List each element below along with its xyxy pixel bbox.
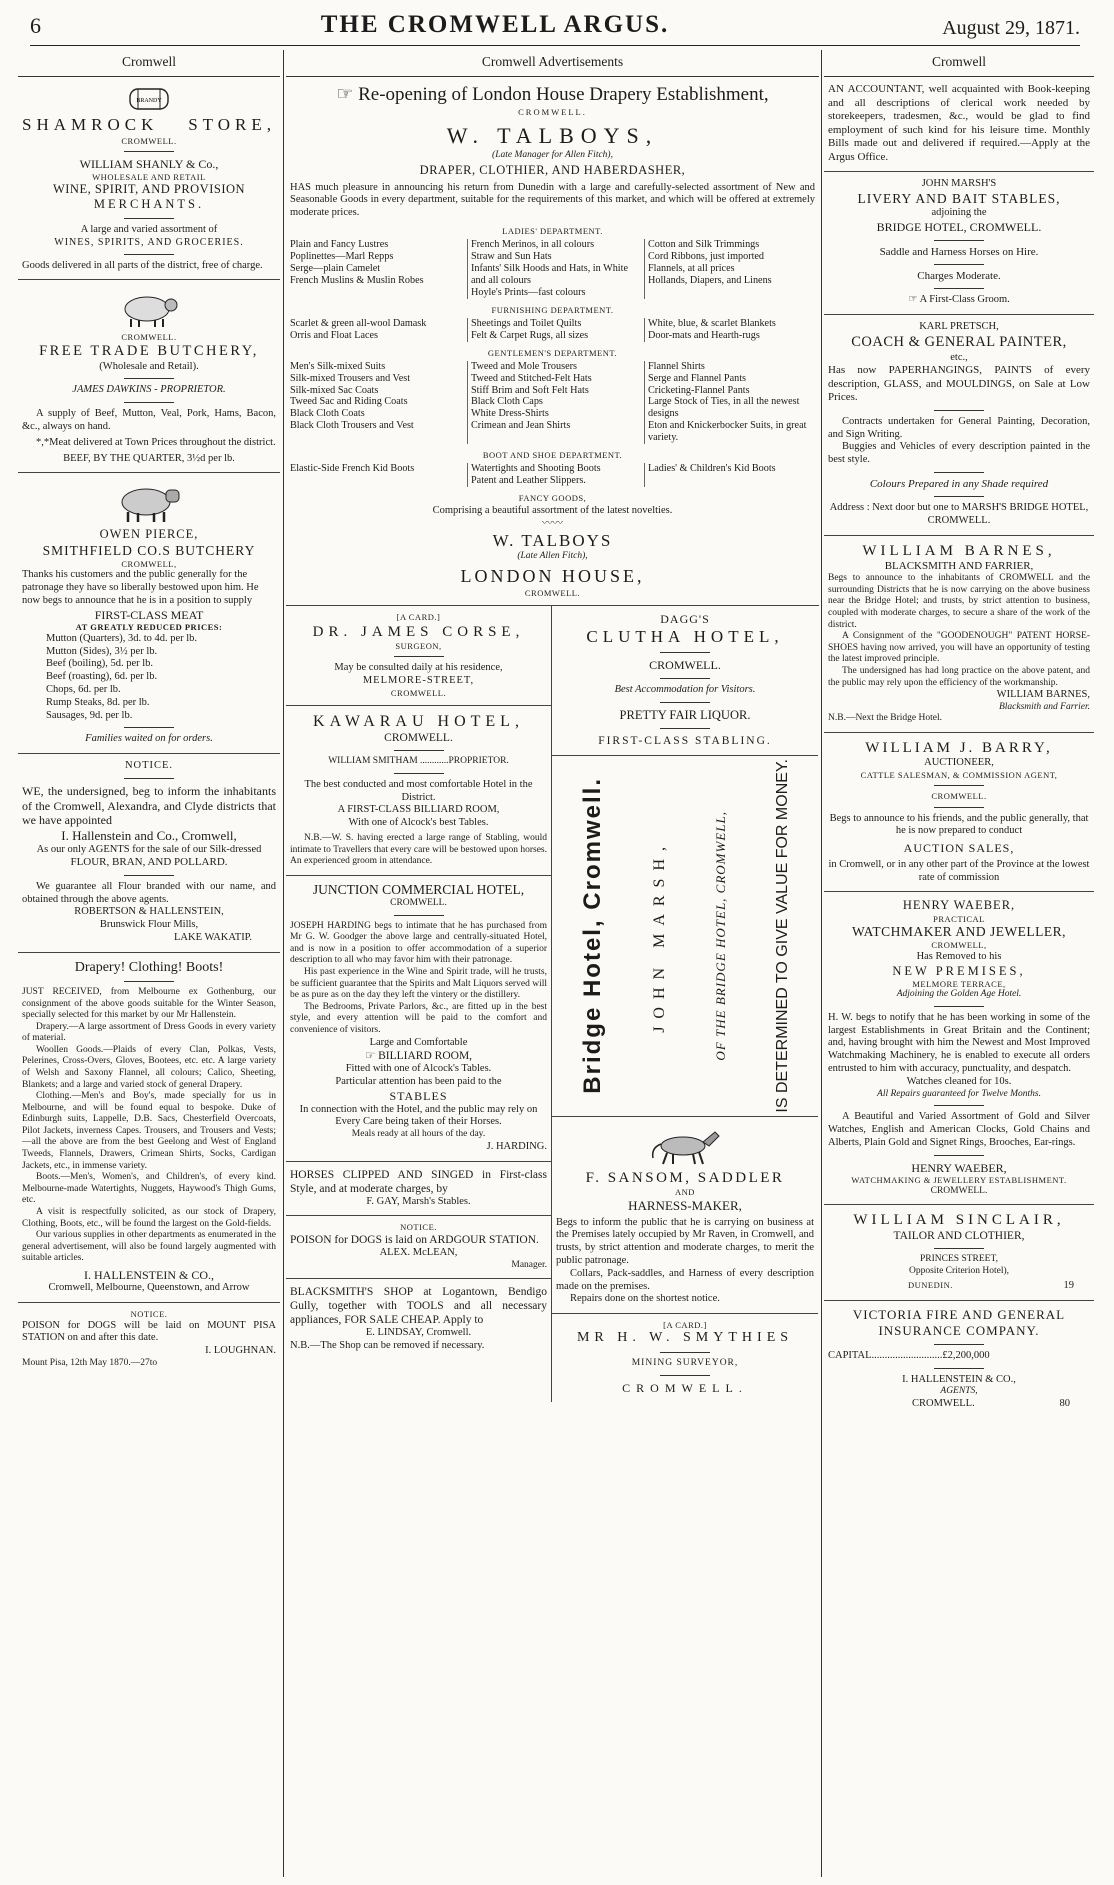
ad-text: HORSES CLIPPED AND SINGED in First-class Style, and at moderate charges, by: [290, 1168, 547, 1195]
sub-column-left: [286, 606, 552, 1402]
ad-text: Begs to announce to his friends, and the public generally, that he is now prepared to conduct: [829, 812, 1089, 837]
ad-name: KARL PRETSCH,: [919, 321, 999, 333]
ad-subtitle: (Wholesale and Retail).: [99, 360, 199, 372]
ad-trade: TAILOR AND CLOTHIER,: [893, 1230, 1025, 1243]
ad-title: WILLIAM BARNES,: [862, 542, 1056, 559]
pointing-hand-icon: ☞: [364, 1050, 379, 1063]
ad-title: MR H. W. SMYTHIES: [576, 1330, 794, 1346]
bull-icon: [114, 482, 184, 524]
ad-dr-corse: [286, 606, 551, 706]
ornament-divider: 〰〰: [542, 517, 563, 529]
goods-list: Watertights and Shooting Boots Patent and Leather Slippers.: [467, 463, 638, 487]
ad-subtitle: MINING SURVEYOR,: [631, 1358, 739, 1369]
ad-sinclair-tailor: [824, 1205, 1094, 1301]
vertical-name: JOHN MARSH,: [651, 838, 669, 1033]
ad-shamrock-store: [18, 77, 280, 280]
ad-text: BRIDGE HOTEL, CROMWELL.: [876, 219, 1042, 234]
ad-title: WATCHMAKER AND JEWELLER,: [851, 923, 1067, 939]
ad-text: A Beautiful and Varied Assortment of Gold and Silver Watches, English and American Clocks, Gold Chains and Alberts, Plain Gold and Signet Rings, Brooches, Ear-rings.: [828, 1111, 1090, 1148]
ad-signature: I. HALLENSTEIN & CO.,: [902, 1373, 1016, 1385]
ad-text: etc.,: [950, 351, 968, 363]
ad-text: N.B.—Next the Bridge Hotel.: [828, 713, 942, 724]
ad-text: With one of Alcock's best Tables.: [348, 817, 489, 829]
ad-signature: CROMWELL.: [930, 1185, 988, 1196]
ad-text: AUCTION SALES,: [903, 841, 1015, 856]
ad-free-trade-butchery: [18, 280, 280, 473]
ad-place: CROMWELL.: [622, 1380, 748, 1395]
boot-goods: [290, 463, 815, 487]
page-number: 6: [30, 13, 41, 39]
ad-text: In connection with the Hotel, and the public may rely on: [299, 1103, 538, 1115]
ad-text: MELMORE TERRACE,: [912, 978, 1006, 989]
ad-date: Mount Pisa, 12th May 1870.—27to: [22, 1357, 158, 1368]
issue-date: August 29, 1871.: [942, 16, 1080, 39]
price-item: Chops, 6d. per lb.: [46, 683, 121, 695]
ad-text: FIRST-CLASS STABLING.: [598, 735, 772, 747]
ad-text: A FIRST-CLASS BILLIARD ROOM,: [337, 804, 500, 816]
ad-text: MELMORE-STREET,: [362, 674, 475, 686]
ad-text: *,*Meat delivered at Town Prices throughout the district.: [36, 436, 276, 448]
ad-text: Boots.—Men's, Women's, and Children's, of every kind. Melbourne-made Watertights, Nuggets, Haywood's Thigh Gums, etc.: [22, 1172, 276, 1206]
ad-text: PRINCES STREET,: [920, 1254, 998, 1265]
ad-signature: ALEX. McLEAN,: [379, 1246, 458, 1258]
ad-trade: BLACKSMITH AND FARRIER,: [884, 559, 1034, 572]
goods-list: Tweed and Mole Trousers Tweed and Stitched-Felt Hats Stiff Brim and Soft Felt Hats Black Cloth Caps White Dress-Shirts Crimean and Jean Shirts: [467, 361, 638, 444]
ad-title: COACH & GENERAL PAINTER,: [851, 334, 1067, 350]
ad-text: AN ACCOUNTANT, well acquainted with Book-keeping and all descriptions of clerical work needed by storekeepers, tradesmen, &c., would be glad to find employment of such kind for his leisure time. Monthly Bills made out and delivered if required.—Apply at the Argus Office.: [828, 83, 1090, 163]
ad-text: His past experience in the Wine and Spirit trade, will he trusts, be sufficient guarantee that the Spirits and Malt Liquors served will be as pure as on the day they left the vintery or the distillery.: [290, 967, 547, 1001]
ad-text: ☞ BILLIARD ROOM,: [364, 1050, 473, 1063]
price-item: Beef (roasting), 6d. per lb.: [46, 671, 158, 683]
ad-footer: [828, 1398, 1090, 1411]
ad-smythies-surveyor: [552, 1314, 818, 1402]
ad-text: We guarantee all Flour branded with our name, and obtained through the above agents.: [22, 880, 276, 905]
ad-text: Large and Comfortable: [369, 1036, 468, 1048]
ad-text: STABLES: [389, 1088, 448, 1103]
ad-text: Drapery.—A large assortment of Dress Goods in every variety of material.: [22, 1021, 276, 1044]
price-item: Rump Steaks, 8d. per lb.: [46, 696, 150, 708]
ad-signature: LAKE WAKATIP.: [174, 932, 252, 944]
ad-title: SHAMROCK STORE,: [22, 115, 276, 135]
ad-text: HAS much pleasure in announcing his return from Dunedin with a large and carefully-selected assortment of New and Seasonable Goods in every department, suitable for the requirements of this market, and which will be offered at extremely moderate prices.: [290, 181, 815, 219]
ad-proprietor: JAMES DAWKINS - PROPRIETOR.: [72, 384, 226, 396]
column-heading: Cromwell: [18, 50, 280, 77]
ad-text: A large and varied assortment of: [80, 223, 218, 235]
ad-text: Has now PAPERHANGINGS, PAINTS of every description, GLASS, and MOULDINGS, on Sale at Low Prices.: [828, 364, 1090, 404]
ad-line: MERCHANTS.: [93, 197, 205, 212]
ad-name: I. Hallenstein and Co., Cromwell,: [61, 827, 237, 843]
ad-mount-pisa-poison: [18, 1303, 280, 1376]
goods-list: Scarlet & green all-wool Damask Orris and Float Laces: [290, 317, 427, 341]
ad-text: Best Accommodation for Visitors.: [614, 683, 756, 695]
ad-text: Clothing.—Men's and Boy's, made specially for us in Melbourne, and will be found equal to bespoke. Duke of Edinburgh suits, Lappelle, D.B. Sacs, Chesterfield Overcoats, Pilot Jackets, inverness Capes. Trousers, and Trousers and Vests;—all the above are from the best Geelong and West of England Tweeds, Flannels, Drawers, Crimean Shirts, Socks, Cardigan Jackets, etc., in immense variety.: [22, 1091, 276, 1171]
ad-text: The best conducted and most comfortable Hotel in the District.: [304, 778, 533, 803]
ad-text: Families waited on for orders.: [85, 733, 213, 745]
ad-text: Watches cleaned for 10s.: [906, 1075, 1012, 1087]
ad-place: CROMWELL.: [390, 687, 447, 698]
ad-signature: I. LOUGHNAN.: [205, 1345, 276, 1357]
ad-text: Goods delivered in all parts of the district, free of charge.: [22, 259, 263, 271]
ad-signature: Blacksmith and Farrier.: [998, 701, 1090, 712]
ad-smithfield-butchery: [18, 473, 280, 754]
goods-list: Elastic-Side French Kid Boots: [290, 463, 415, 475]
ad-text: Begs to inform the public that he is carrying on business at the Premises lately occupied by Mr Raven, in Cromwell, and trusts, by strict attention and moderate charges, to merit the public patronage.: [556, 1216, 814, 1266]
department-heading: FURNISHING DEPARTMENT.: [491, 304, 614, 315]
ad-heading: NOTICE.: [400, 1222, 437, 1233]
ad-text: BEEF, BY THE QUARTER, 3½d per lb.: [63, 452, 235, 464]
price-item: Mutton (Sides), 3½ per lb.: [46, 645, 158, 657]
ad-text: JOSEPH HARDING begs to intimate that he has purchased from Mr G. W. Goodger the above large and centrally-situated Hotel, and is now in a position to offer accommodation of a superior description to all who may favor him with their patronage.: [290, 920, 547, 966]
ad-heading: NOTICE.: [130, 1309, 168, 1320]
ad-number: 80: [1059, 1397, 1070, 1409]
ad-text: A supply of Beef, Mutton, Veal, Pork, Hams, Bacon, &c., always on hand.: [22, 408, 276, 432]
ad-clutha-hotel: [552, 606, 818, 756]
column-rule: [821, 50, 822, 1877]
ad-title: F. SANSOM, SADDLER: [585, 1170, 785, 1187]
newspaper-title: THE CROMWELL ARGUS.: [320, 10, 670, 38]
ad-place: CROMWELL.: [390, 898, 447, 909]
ad-place: CROMWELL.: [121, 332, 177, 343]
ad-text: As our only AGENTS for the sale of our Silk-dressed: [36, 843, 262, 855]
ad-text: ☞ A First-Class Groom.: [908, 294, 1010, 306]
ad-text: FIRST-CLASS MEAT: [94, 607, 204, 622]
ad-title: WILLIAM J. BARRY,: [865, 740, 1053, 757]
ad-subtitle: AUCTIONEER,: [924, 757, 994, 769]
svg-text:BRANDY: BRANDY: [136, 98, 162, 105]
ad-place: CROMWELL.: [931, 791, 987, 802]
ad-heading: NOTICE.: [124, 760, 174, 772]
ad-kawarau-hotel: [286, 706, 551, 876]
column-left: [18, 50, 280, 1877]
ad-title: LIVERY AND BAIT STABLES,: [857, 190, 1061, 206]
ad-signature: WILLIAM BARNES,: [996, 689, 1090, 701]
ad-title: VICTORIA FIRE AND GENERAL INSURANCE COMPANY.: [852, 1307, 1066, 1338]
ad-title: DR. JAMES CORSE,: [312, 623, 525, 640]
ad-victoria-insurance: [824, 1301, 1094, 1418]
ad-text: Meals ready at all hours of the day.: [351, 1129, 486, 1140]
ad-line: WINE, SPIRIT, AND PROVISION: [52, 182, 246, 197]
price-item: Beef (boiling), 5d. per lb.: [46, 658, 154, 670]
ad-signature: F. GAY, Marsh's Stables.: [366, 1195, 471, 1207]
ad-text: Comprising a beautiful assortment of the latest novelties.: [432, 505, 673, 517]
ad-title: SMITHFIELD CO.S BUTCHERY: [42, 542, 256, 558]
ad-text: May be consulted daily at his residence,: [334, 662, 503, 674]
ad-signature: HENRY WAEBER,: [911, 1160, 1007, 1175]
ad-text: adjoining the: [931, 207, 987, 219]
ad-text: Particular attention has been paid to the: [335, 1076, 502, 1088]
ad-london-house: [286, 77, 819, 606]
horse-icon: [643, 1126, 727, 1166]
ad-trade: WHOLESALE AND RETAIL: [92, 171, 206, 182]
ad-signature: I. HALLENSTEIN & CO.,: [84, 1267, 214, 1282]
ad-label: [A CARD.]: [663, 1320, 707, 1331]
ad-hallenstein-drapery: [18, 953, 280, 1303]
ad-place: CROMWELL.: [518, 106, 587, 117]
ad-title: ☞ Re-opening of London House Drapery Establishment,: [336, 84, 769, 106]
ad-place: DUNEDIN.: [908, 1280, 953, 1291]
ad-house: LONDON HOUSE,: [460, 566, 645, 586]
ad-text: Repairs done on the shortest notice.: [570, 1293, 720, 1305]
column-rule: [283, 50, 284, 1877]
ad-text: BLACKSMITH'S SHOP at Logantown, Bendigo Gully, together with TOOLS and all necessary appliances, FOR SALE CHEAP. Apply to: [290, 1286, 547, 1327]
ad-subtitle: SURGEON,: [395, 640, 442, 651]
ad-title: JUNCTION COMMERCIAL HOTEL,: [312, 881, 525, 897]
ad-signature: WATCHMAKING & JEWELLERY ESTABLISHMENT.: [851, 1175, 1067, 1186]
ad-place: CROMWELL,: [931, 940, 987, 951]
ad-text: PRETTY FAIR LIQUOR.: [619, 707, 751, 722]
ad-ardgour-poison: [286, 1216, 551, 1279]
sheep-icon: [117, 289, 181, 329]
ad-blacksmith-shop: [286, 1279, 551, 1360]
ad-name: W. TALBOYS,: [446, 123, 659, 148]
price-list: [22, 633, 276, 723]
ad-firm: WILLIAM SHANLY & Co.,: [79, 157, 219, 172]
ad-pretsch-painter: [824, 315, 1094, 536]
ad-text: Charges Moderate.: [917, 270, 1001, 282]
ad-signature: CROMWELL.: [912, 1397, 975, 1409]
sub-column-right: [552, 606, 818, 1402]
ad-horses-clipped: [286, 1162, 551, 1217]
ad-text: WINES, SPIRITS, AND GROCERIES.: [54, 236, 244, 248]
pointing-hand-icon: ☞: [908, 294, 920, 306]
ad-footer: [828, 1277, 1090, 1293]
ad-text: N.B.—W. S. having erected a large range of Stabling, would intimate to Travellers that every care will be bestowed upon horses. An experienced groom in attendance.: [290, 832, 547, 867]
goods-list: White, blue, & scarlet Blankets Door-mats and Hearth-rugs: [644, 318, 815, 342]
column-right: [824, 50, 1094, 1877]
ad-text: Contracts undertaken for General Painting, Decoration, and Sign Writing.: [828, 415, 1090, 440]
cask-icon: [126, 86, 172, 112]
goods-list: Cotton and Silk Trimmings Cord Ribbons, just imported Flannels, at all prices Hollands, Diapers, and Linens: [644, 239, 815, 298]
ad-subtitle: (Late Manager for Allen Fitch),: [492, 149, 613, 160]
ad-text: PRACTICAL: [933, 913, 985, 924]
department-heading: GENTLEMEN'S DEPARTMENT.: [487, 347, 618, 358]
ad-title: HARNESS-MAKER,: [628, 1197, 742, 1213]
ad-subtitle: CATTLE SALESMAN, & COMMISSION AGENT,: [860, 769, 1058, 780]
ad-heading: Drapery! Clothing! Boots!: [74, 959, 224, 975]
ad-title: WILLIAM SINCLAIR,: [853, 1212, 1065, 1229]
ad-text: POISON for DOGS will be laid on MOUNT PISA STATION on and after this date.: [22, 1319, 276, 1344]
ad-title: KAWARAU HOTEL,: [313, 712, 524, 730]
ad-owner: JOHN MARSH'S: [921, 177, 997, 189]
department-heading: FANCY GOODS,: [518, 492, 587, 503]
ad-signature: ROBERTSON & HALLENSTEIN,: [74, 906, 224, 918]
ad-place: CROMWELL.: [649, 658, 721, 673]
ad-title: FREE TRADE BUTCHERY,: [39, 342, 259, 359]
vertical-text: IS DETERMINED TO GIVE VALUE FOR MONEY.: [773, 758, 791, 1113]
goods-list: Flannel Shirts Serge and Flannel Pants Cricketing-Flannel Pants Large Stock of Ties, in all the newest designs Eton and Knickerbocker Suits, in great variety.: [644, 361, 815, 444]
ad-text: Buggies and Vehicles of every description painted in the best style.: [828, 441, 1090, 466]
ad-text: WE, the undersigned, beg to inform the inhabitants of the Cromwell, Alexandra, and Clyde districts that we have appointed: [22, 783, 276, 828]
ad-title: CLUTHA HOTEL,: [586, 626, 784, 646]
vertical-text-block: [556, 758, 814, 1113]
ad-label: [A CARD.]: [396, 612, 441, 623]
ad-signature: E. LINDSAY, Cromwell.: [365, 1327, 472, 1339]
ad-text: Every Care being taken of their Horses.: [335, 1116, 502, 1128]
column-middle: [286, 50, 819, 1877]
ad-text: AT GREATLY REDUCED PRICES:: [75, 622, 223, 633]
ad-text: CAPITAL...........................£2,200,000: [828, 1349, 990, 1361]
column-heading: Cromwell: [824, 50, 1094, 77]
ad-text: Saddle and Harness Horses on Hire.: [879, 245, 1039, 258]
ad-subtitle: (Late Allen Fitch),: [517, 551, 588, 562]
ad-text: Opposite Criterion Hotel),: [909, 1265, 1009, 1276]
furnishing-goods: [290, 318, 815, 342]
goods-list: Plain and Fancy Lustres Poplinettes—Marl Repps Serge—plain Camelet French Muslins & Muslin Robes: [290, 239, 424, 286]
vertical-title: Bridge Hotel, Cromwell.: [578, 777, 606, 1094]
ad-trade: DRAPER, CLOTHIER, AND HABERDASHER,: [419, 163, 686, 178]
ad-text: JUST RECEIVED, from Melbourne ex Gothenburg, our consignment of the above goods suitable for the Winter Season, specially selected for this market by our Mr Hallenstein.: [22, 986, 276, 1021]
ad-text: All Repairs guaranteed for Twelve Months.: [877, 1088, 1041, 1099]
ad-place: CROMWELL.: [384, 732, 453, 745]
ad-text: Adjoining the Golden Age Hotel.: [896, 989, 1022, 1000]
ad-barry-auctioneer: [824, 733, 1094, 892]
ad-place: CROMWELL.: [524, 587, 581, 598]
ad-flour-notice: [18, 754, 280, 953]
ad-text: Collars, Pack-saddles, and Harness of every description made on the premises.: [556, 1267, 814, 1292]
ad-place: CROMWELL,: [121, 559, 177, 570]
price-item: Mutton (Quarters), 3d. to 4d. per lb.: [46, 632, 198, 644]
ladies-goods: [290, 239, 815, 298]
goods-list: Men's Silk-mixed Suits Silk-mixed Trousers and Vest Silk-mixed Sac Coats Tweed Sac and Riding Coats Black Cloth Coats Black Cloth Trousers and Vest: [290, 360, 414, 432]
ad-owner: DAGG'S: [660, 612, 710, 627]
ad-text: Has Removed to his: [916, 950, 1002, 962]
ad-text: The undersigned has had long practice on the above patent, and the public may rely upon the efficiency of the workmanship.: [828, 665, 1090, 688]
price-item: Sausages, 9d. per lb.: [46, 709, 133, 721]
ad-signature: AGENTS,: [940, 1386, 978, 1397]
ad-text: Colours Prepared in any Shade required: [869, 477, 1049, 490]
ad-text: H. W. begs to notify that he has been working in some of the largest Establishments in Great Britain and the Continent; and, having brought with him the Newest and Most Improved Watchmaking Machinery, he is enabled to execute all orders entrusted to him with accuracy, punctuality, and despatch.: [828, 1011, 1090, 1074]
ad-address: Address : Next door but one to MARSH'S BRIDGE HOTEL, CROMWELL.: [829, 502, 1089, 527]
ad-text: Begs to announce to the inhabitants of CROMWELL and the surrounding Districts that he is now carrying on the above business near the Bridge Hotel; and trusts, by strict attention to business, coupled with moderate charges, to secure a share of the work of the district.: [828, 573, 1090, 630]
ad-text: Thanks his customers and the public generally for the patronage they have so liberally bestowed upon him. He now begs to announce that he is in a position to supply: [22, 569, 259, 606]
ad-place: CROMWELL.: [121, 135, 177, 146]
ad-number: 19: [1063, 1280, 1074, 1292]
pointing-hand-icon: ☞: [336, 84, 359, 106]
ad-text: Fitted with one of Alcock's Tables.: [345, 1063, 492, 1075]
sub-columns: [286, 606, 819, 1402]
ad-junction-hotel: [286, 876, 551, 1162]
ad-name: HENRY WAEBER,: [902, 898, 1016, 913]
department-heading: BOOT AND SHOE DEPARTMENT.: [482, 449, 623, 460]
gentlemens-goods: [290, 361, 815, 444]
ad-text: A Consignment of the "GOODENOUGH" PATENT HORSE-SHOES having now arrived, you will have an opportunity of testing the latest improved principle.: [828, 631, 1090, 665]
column-heading: Cromwell Advertisements: [286, 50, 819, 77]
ad-signature: W. TALBOYS: [492, 530, 613, 550]
masthead: [30, 10, 1080, 46]
goods-list: Sheetings and Toilet Quilts Felt & Carpet Rugs, all sizes: [467, 318, 638, 342]
department-heading: LADIES' DEPARTMENT.: [502, 226, 603, 237]
ad-sansom-saddler: [552, 1117, 818, 1314]
ad-signature: Brunswick Flour Mills,: [99, 919, 199, 931]
ad-accountant: [824, 77, 1094, 171]
ad-waeber-watchmaker: [824, 892, 1094, 1205]
ad-text: FLOUR, BRAN, AND POLLARD.: [70, 856, 228, 869]
ad-signature: Manager.: [511, 1259, 547, 1270]
ad-livery-stables: [824, 172, 1094, 315]
ad-signature: Cromwell, Melbourne, Queenstown, and Arrow: [48, 1282, 250, 1294]
goods-list: French Merinos, in all colours Straw and Sun Hats Infants' Silk Hoods and Hats, in White and all colours Hoyle's Prints—fast colours: [467, 239, 638, 298]
ad-text: AND: [675, 1187, 695, 1198]
ad-text: A visit is respectfully solicited, as our stock of Drapery, Clothing, Boots, etc., will be found the largest on the Gold-fields.: [22, 1206, 276, 1229]
ad-proprietor: WILLIAM SMITHAM ............PROPRIETOR.: [328, 756, 509, 767]
ad-text: POISON for DOGS is laid on ARDGOUR STATION.: [290, 1233, 539, 1246]
ad-text: Woollen Goods.—Plaids of every Clan, Polkas, Vests, Pelerines, Cross-Overs, Gloves, Bootees, etc. etc. A large variety of Welsh and Saxony Flannel, all colours; Calico, Sheeting, Blankets; and a large and varied stock of general Drapery.: [22, 1044, 276, 1090]
goods-list: Ladies' & Children's Kid Boots: [644, 463, 815, 487]
ad-text: NEW PREMISES,: [892, 963, 1026, 978]
ad-text: The Bedrooms, Private Parlors, &c., are fitted up in the best style, and every attention will be paid to the comfort and convenience of visitors.: [290, 1001, 547, 1035]
ad-name: OWEN PIERCE,: [99, 527, 199, 542]
ad-text: Our various supplies in other departments as enumerated in the general advertisement, will also be found largely augmented with suitable articles.: [22, 1230, 276, 1264]
ad-text: in Cromwell, or in any other part of the Province at the lowest rate of commission: [828, 858, 1090, 883]
ad-text: N.B.—The Shop can be removed if necessary.: [290, 1339, 485, 1351]
vertical-text: OF THE BRIDGE HOTEL, CROMWELL,: [713, 810, 729, 1061]
ad-barnes-blacksmith: [824, 536, 1094, 733]
ad-signature: J. HARDING.: [486, 1140, 547, 1152]
ad-bridge-hotel-marsh: [552, 756, 818, 1117]
